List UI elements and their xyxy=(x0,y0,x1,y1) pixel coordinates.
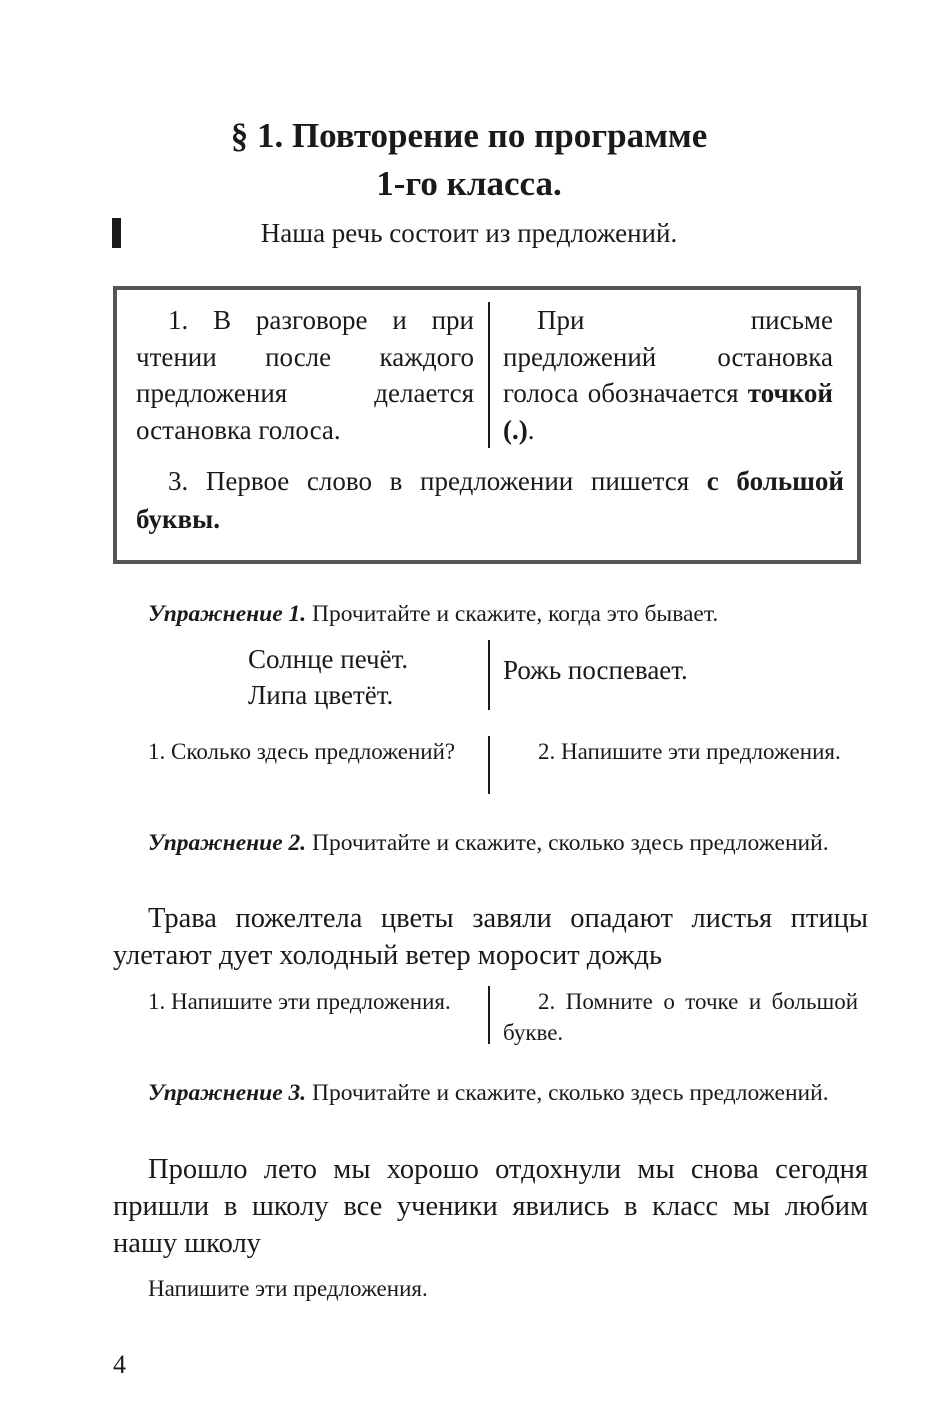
rule-2-bold: точкой (.) xyxy=(503,378,833,445)
exercise-1-poem-right: Рожь поспевает. xyxy=(503,655,688,685)
exercise-1-label: Упражнение 1. xyxy=(148,601,307,627)
exercise-1-instruction: Прочитайте и скажите, когда это бывает. xyxy=(312,601,719,627)
rule-2-end: . xyxy=(527,414,535,445)
section-title xyxy=(0,112,938,208)
section-title-line2: 1-го класса. xyxy=(376,164,562,203)
exercise-2-instruction: Прочитайте и скажите, сколько здесь предложений. xyxy=(312,830,829,856)
exercise-3-instruction: Прочитайте и скажите, сколько здесь предложений. xyxy=(312,1080,829,1106)
exercise-1-poem-left xyxy=(248,641,473,713)
intro-statement: Наша речь состоит из предложений. xyxy=(260,218,678,248)
rule-3 xyxy=(136,462,844,538)
exercise-2-task-2 xyxy=(503,986,858,1048)
exercise-1-task-2-text: 2. Напишите эти предложения. xyxy=(538,739,841,764)
exercise-3-task xyxy=(113,1273,868,1304)
poem-line-2: Липа цветёт. xyxy=(248,680,394,710)
exercise-1-task-1 xyxy=(113,736,471,767)
exercise-3-label: Упражнение 3. xyxy=(148,1080,307,1106)
exercise-2-label: Упражнение 2. xyxy=(148,830,307,856)
exercise-3-heading xyxy=(113,1077,868,1109)
exercise-2-task-2-text: 2. Помните о точке и большой букве. xyxy=(503,989,858,1045)
exercise-3-body: Прошло лето мы хорошо отдохнули мы снова сегодня пришли в школу все ученики явились в класс мы любим нашу школу xyxy=(113,1154,868,1259)
rule-divider xyxy=(488,302,490,448)
rule-1 xyxy=(136,302,474,448)
poem-divider xyxy=(488,640,490,710)
exercise-2-task-1 xyxy=(113,986,471,1017)
rule-3-text: 3. Первое слово в предложении пишется xyxy=(168,466,690,496)
exercise-1-task-divider xyxy=(488,736,490,794)
rule-2 xyxy=(503,302,833,448)
exercise-3-task-text: Напишите эти предложения. xyxy=(148,1276,428,1301)
exercise-2-text xyxy=(113,900,868,974)
exercise-2-heading xyxy=(113,827,868,859)
poem-line-1: Солнце печёт. xyxy=(248,644,409,674)
page-number: 4 xyxy=(113,1350,126,1379)
exercise-3-text xyxy=(113,1151,868,1262)
exercise-2-body: Трава пожелтела цветы завяли опадают листья птицы улетают дует холодный ветер моросит дождь xyxy=(113,903,868,971)
rule-3-bold: с большой буквы. xyxy=(136,466,844,534)
exercise-1-task-1-text: 1. Сколько здесь предложений? xyxy=(148,739,456,764)
rule-2-text: При письме предложений остановка голоса обозначается xyxy=(503,305,833,408)
exercise-2-task-divider xyxy=(488,986,490,1044)
exercise-1-heading xyxy=(113,598,868,630)
exercise-2-task-1-text: 1. Напишите эти предложения. xyxy=(148,989,451,1014)
exercise-1-task-2 xyxy=(503,736,858,767)
section-title-line1: § 1. Повторение по программе xyxy=(230,116,708,155)
rule-1-text: 1. В разговоре и при чтении после каждого предложения делается остановка голоса. xyxy=(136,305,474,445)
